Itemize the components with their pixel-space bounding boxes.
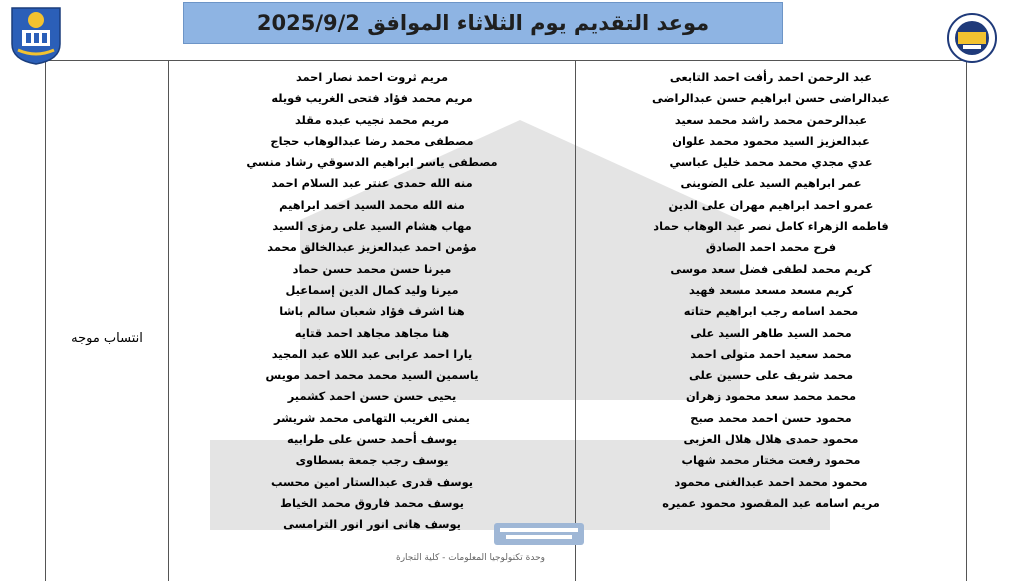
student-name: عدي مجدي محمد محمد خليل عباسي xyxy=(669,155,873,170)
university-logo-icon xyxy=(8,6,64,66)
student-name: كريم محمد لطفى فضل سعد موسى xyxy=(670,261,872,276)
student-name: منه الله حمدى عنتر عبد السلام احمد xyxy=(271,176,473,191)
student-name: عبدالراضى حسن ابراهيم حسن عبدالراضى xyxy=(651,91,891,106)
student-name: عبدالرحمن محمد راشد محمد سعيد xyxy=(674,112,868,127)
student-name: مؤمن احمد عبدالعزيز عبدالخالق محمد xyxy=(267,240,477,255)
student-name: منه الله محمد السيد احمد ابراهيم xyxy=(279,197,465,212)
student-name: مريم محمد فؤاد فتحى الغريب فويله xyxy=(271,91,473,106)
student-name: محمد السيد طاهر السيد على xyxy=(690,325,852,340)
student-name: محمود رفعت مختار محمد شهاب xyxy=(681,453,861,468)
title-banner xyxy=(183,2,783,44)
student-name: محمد اسامه رجب ابراهيم حتاته xyxy=(683,304,859,319)
student-name: فرح محمد احمد الصادق xyxy=(705,240,837,255)
student-name: محمود حمدى هلال هلال العزبى xyxy=(683,432,859,447)
names-column-middle xyxy=(169,67,575,536)
footer-caption: وحدة تكنولوجيا المعلومات - كلية التجارة xyxy=(396,553,545,563)
student-name: كريم مسعد مسعد مسعد فهيد xyxy=(689,282,853,297)
student-name: يوسف قدرى عبدالستار امين محسب xyxy=(270,474,474,489)
student-name: يوسف رجب جمعة بسطاوى xyxy=(295,453,449,468)
student-name: محمد سعيد احمد متولى احمد xyxy=(690,346,852,361)
student-name: عبد الرحمن احمد رأفت احمد التابعى xyxy=(669,70,873,84)
group-label: انتساب موجه xyxy=(71,331,143,346)
student-name: مريم محمد نجيب عبده مقلد xyxy=(294,112,450,127)
names-table xyxy=(45,60,967,581)
student-name: عمرو احمد ابراهيم مهران على الدين xyxy=(668,197,874,212)
student-name: يوسف محمد فاروق محمد الخياط xyxy=(280,495,464,510)
student-name: مصطفى ياسر ابراهيم الدسوقي رشاد منسي xyxy=(246,155,498,170)
names-column-right xyxy=(576,67,966,514)
student-name: محمود محمد احمد عبدالغنى محمود xyxy=(674,474,868,489)
student-name: مهاب هشام السيد على رمزى السيد xyxy=(272,219,472,234)
student-name: هنا اشرف فؤاد شعبان سالم باشا xyxy=(279,304,465,319)
student-name: ميرنا حسن محمد حسن حماد xyxy=(292,261,452,276)
it-unit-logo-icon xyxy=(492,517,586,551)
student-name: محمد شريف على حسين على xyxy=(688,368,854,383)
student-name: يوسف أحمد حسن على طرابيه xyxy=(287,432,457,447)
student-name: يارا احمد عرابى عبد اللاه عبد المجيد xyxy=(271,346,473,361)
student-name: عبدالعزيز السيد محمود محمد علوان xyxy=(672,133,870,148)
page-title: موعد التقديم يوم الثلاثاء الموافق 2025/9/2 xyxy=(256,11,710,35)
student-name: مصطفى محمد رضا عبدالوهاب حجاج xyxy=(270,133,474,148)
student-name: محمود حسن احمد محمد صبح xyxy=(690,410,852,425)
faculty-of-commerce-logo-icon xyxy=(930,12,1014,64)
student-name: مريم ثروت احمد نصار احمد xyxy=(295,70,449,84)
student-name: فاطمه الزهراء كامل نصر عبد الوهاب حماد xyxy=(653,219,889,234)
student-name: ياسمين السيد محمد محمد احمد مويس xyxy=(265,368,479,383)
student-name: محمد محمد سعد محمود زهران xyxy=(685,389,857,404)
student-name: ميرنا وليد كمال الدين إسماعيل xyxy=(285,282,459,297)
student-name: يمنى الغريب التهامى محمد شريشر xyxy=(274,410,470,425)
student-name: مريم اسامه عبد المقصود محمود عميره xyxy=(662,495,880,510)
student-name: يوسف هانى انور انور الترامسى xyxy=(283,517,461,532)
student-name: عمر ابراهيم السيد على الضوينى xyxy=(680,176,862,191)
student-name: يحيى حسن حسن احمد كشمير xyxy=(287,389,457,404)
student-name: هنا مجاهد مجاهد احمد قتايه xyxy=(294,325,450,340)
